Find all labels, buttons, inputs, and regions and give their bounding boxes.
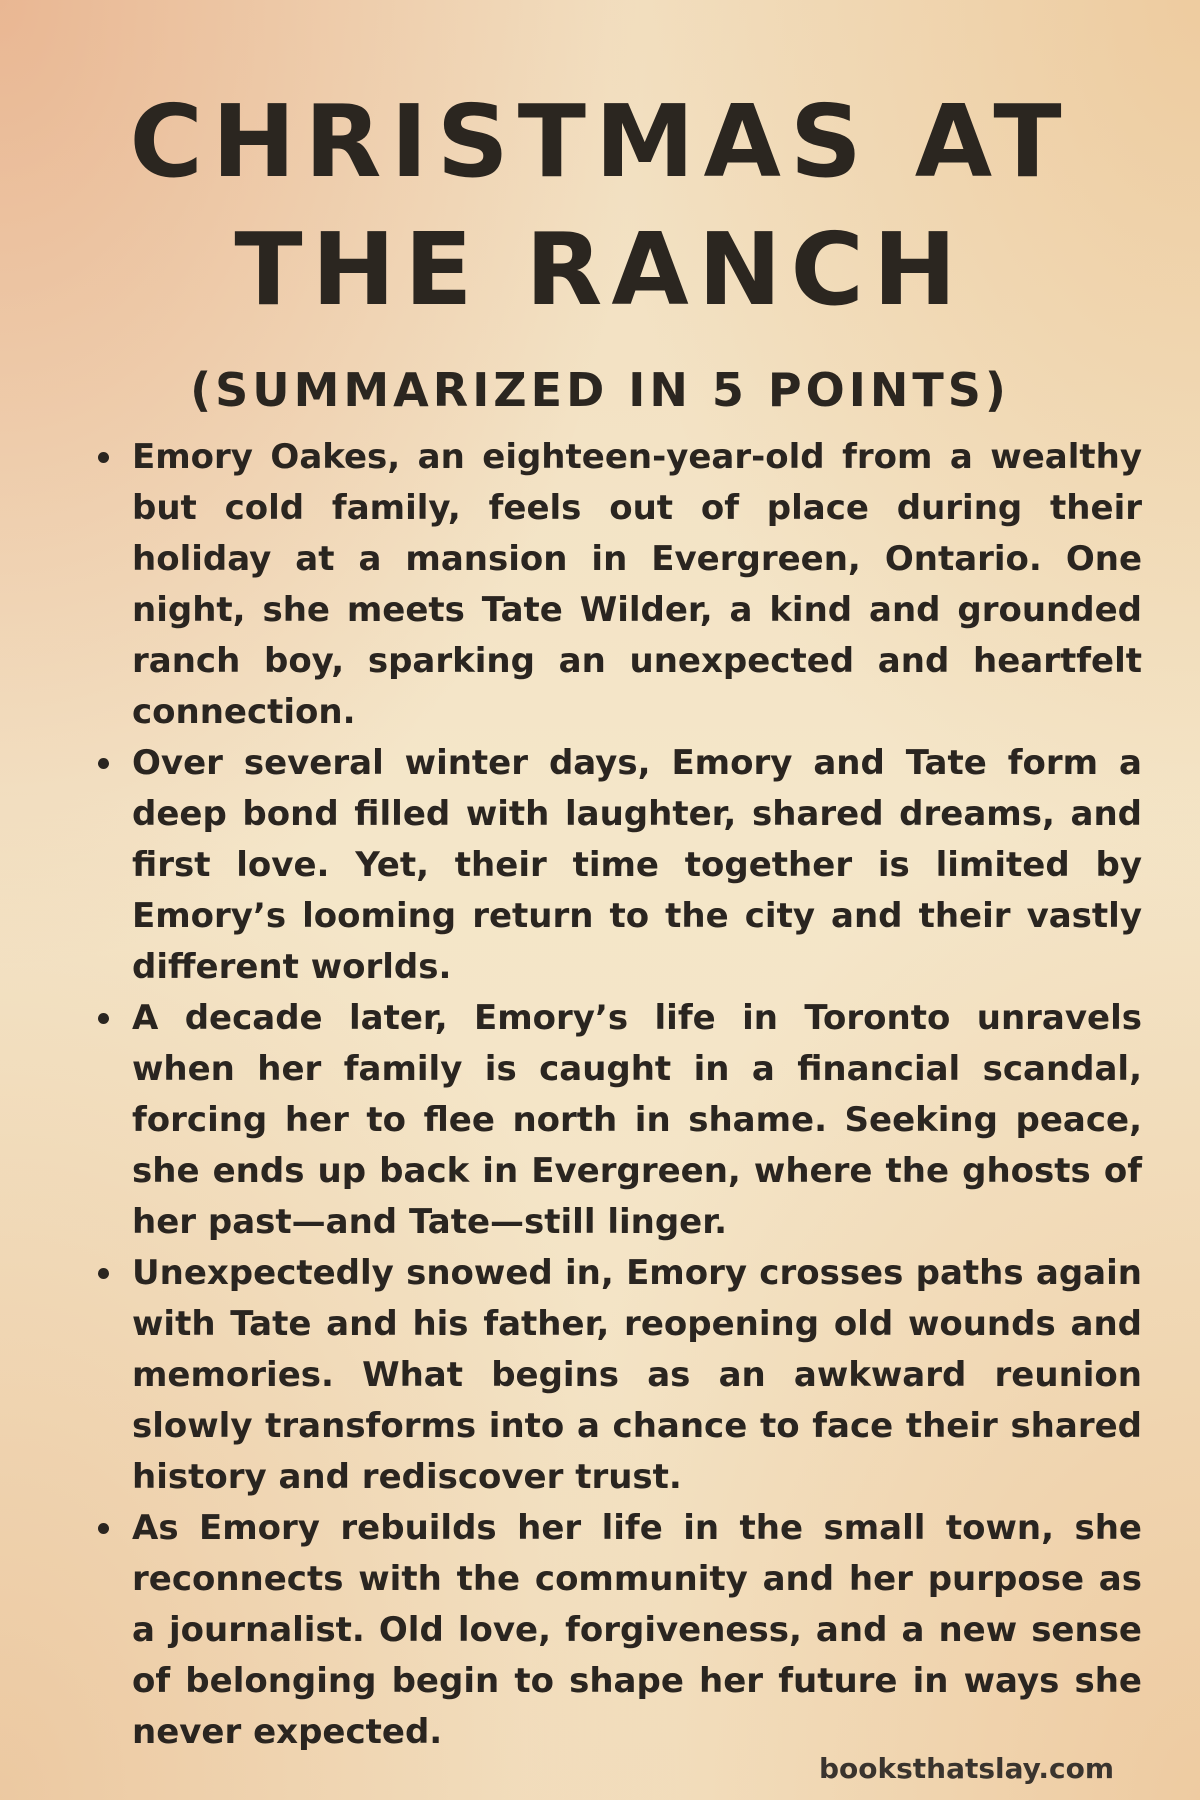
summary-point-text: Emory Oakes, an eighteen-year-old from a wealthy but cold family, feels out of place during their holiday at a mansion in Evergreen, Ontario. One night, she meets Tate Wilder, a kind and grounded ranch boy, sparking an unexpected and heartfelt connection. <box>132 437 1142 732</box>
summary-point-4 <box>92 1248 1142 1503</box>
page-subtitle: (SUMMARIZED IN 5 POINTS) <box>190 363 1010 417</box>
summary-points-list <box>92 432 1142 1758</box>
summary-point-3 <box>92 993 1142 1248</box>
bullet-icon <box>98 1013 109 1024</box>
bullet-icon <box>98 1268 109 1279</box>
summary-point-text: As Emory rebuilds her life in the small town, she reconnects with the community and her purpose as a journalist. Old love, forgiveness, and a new sense of belonging begin to shape her future in ways she never expected. <box>132 1508 1142 1752</box>
summary-point-2 <box>92 738 1142 993</box>
title-line-2: THE RANCH <box>234 211 966 328</box>
source-watermark: booksthatslay.com <box>818 1752 1114 1785</box>
title-line-1: CHRISTMAS AT <box>129 83 1071 200</box>
summary-point-1 <box>92 432 1142 738</box>
page-title <box>0 78 1200 334</box>
summary-point-text: A decade later, Emory’s life in Toronto unravels when her family is caught in a financial scandal, forcing her to flee north in shame. Seeking peace, she ends up back in Evergreen, where the ghosts of her past—and Tate—still linger. <box>132 998 1142 1242</box>
bullet-icon <box>98 452 109 463</box>
bullet-icon <box>98 758 109 769</box>
bullet-icon <box>98 1523 109 1534</box>
summary-point-text: Unexpectedly snowed in, Emory crosses paths again with Tate and his father, reopening old wounds and memories. What begins as an awkward reunion slowly transforms into a chance to face their shared history and rediscover trust. <box>132 1253 1142 1497</box>
summary-point-5 <box>92 1503 1142 1758</box>
summary-point-text: Over several winter days, Emory and Tate form a deep bond filled with laughter, shared dreams, and first love. Yet, their time together is limited by Emory’s looming return to the city and their vastly different worlds. <box>132 743 1142 987</box>
